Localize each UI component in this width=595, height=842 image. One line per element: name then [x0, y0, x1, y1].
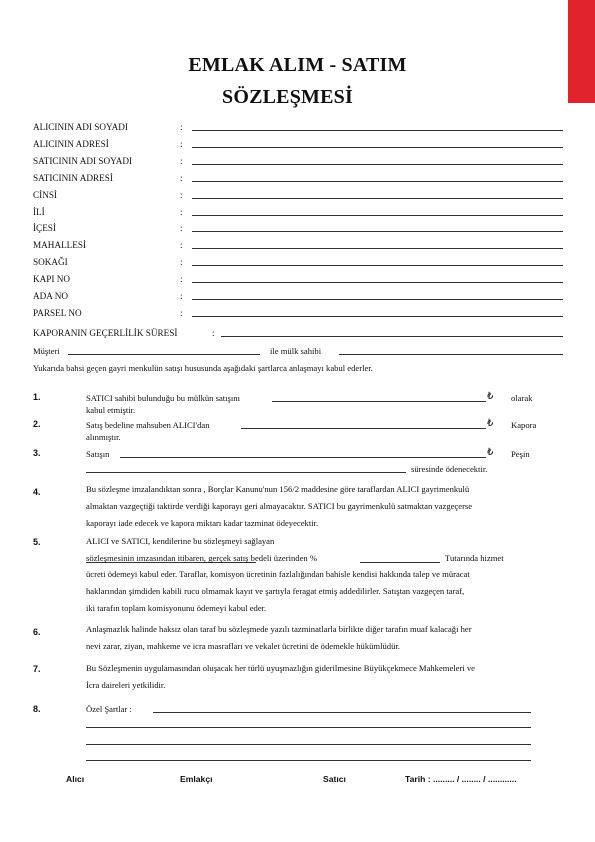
clause-4-paragraph [86, 481, 546, 533]
field-row [33, 238, 573, 252]
clause-5-line2: sözleşmesinin imzasından itibaren, gerçek satış bedeli üzerinden % [86, 553, 317, 563]
field-colon: : [180, 223, 183, 234]
owner-label: ile mülk sahibi [270, 346, 322, 356]
document-title-line1: EMLAK ALIM - SATIM [188, 54, 407, 76]
field-input-line[interactable] [192, 316, 563, 317]
field-label: SATICININ ADI SOYADI [33, 155, 133, 166]
paragraph-line: Bu Sözleşmenin uygulamasından oluşacak her türlü uyuşmazlığın giderilmesine Büyükçekmece Mahkemeleri ve [86, 663, 476, 673]
field-input-line[interactable] [192, 231, 563, 232]
field-input-line[interactable] [192, 248, 563, 249]
field-label: PARSEL NO [33, 307, 82, 318]
field-colon: : [180, 307, 183, 318]
clause-2-currency: ₺ [487, 418, 494, 429]
signature-buyer: Alıcı [66, 774, 85, 784]
clause-4-number: 4. [33, 487, 41, 497]
clause-2-suffix: Kapora [511, 420, 537, 430]
field-row [33, 137, 573, 151]
special-terms-line-2[interactable] [86, 727, 531, 728]
field-input-line[interactable] [192, 147, 563, 148]
clause-1-number: 1. [33, 392, 41, 402]
field-label: İLİ [33, 206, 45, 217]
clause-1-continuation: kabul etmiştir. [86, 405, 136, 415]
field-colon: : [212, 327, 215, 338]
signature-seller: Satıcı [323, 774, 346, 784]
field-row [33, 188, 573, 202]
field-label: İÇESİ [33, 223, 56, 234]
field-colon: : [180, 206, 183, 217]
field-row [33, 289, 573, 303]
field-row [33, 272, 573, 286]
clause-1-amount-line[interactable] [272, 401, 486, 402]
clause-1-suffix: olarak [511, 393, 533, 403]
field-input-line[interactable] [192, 299, 563, 300]
field-row [33, 205, 573, 219]
field-colon: : [180, 172, 183, 183]
paragraph-line: Anlaşmazlık halinde haksız olan taraf bu sözleşmede yazılı tazminatlarla birlikte diğer tarafın muaf kalacağı her [86, 624, 472, 634]
field-input-line[interactable] [192, 282, 563, 283]
clause-5-percent-line[interactable] [360, 562, 440, 563]
document-title-line2: SÖZLEŞMESİ [222, 86, 353, 108]
intro-text: Yukarıda bahsi geçen gayri menkulün satışı hususunda aşağıdaki şartlarca anlaşmayı kabul ederler. [33, 363, 373, 373]
special-terms-line-3[interactable] [86, 744, 531, 745]
field-row [33, 255, 573, 269]
paragraph-line: Bu sözleşme imzalandıktan sonra , Borçlar Kanunu'nun 156/2 maddesine göre taraflardan ALICI gayrimenkulü [86, 484, 470, 494]
clause-3-text: Satışın [86, 449, 110, 459]
clause-6-paragraph [86, 621, 546, 655]
clause-5-paragraph [86, 566, 546, 618]
signature-agent: Emlakçı [180, 774, 213, 784]
field-row [33, 171, 573, 185]
special-terms-label: Özel Şartlar : [86, 704, 132, 714]
clause-2-number: 2. [33, 419, 41, 429]
owner-input-line[interactable] [339, 354, 563, 355]
clause-3-continuation: süresinde ödenecektir. [411, 464, 488, 474]
paragraph-line: ücreti ödemeyi kabul eder. Taraflar, komisyon ücretinin fazlalığından bahisle kendisi hakkında talep ve müracat [86, 569, 470, 579]
special-terms-line-1[interactable] [153, 712, 531, 713]
field-row [33, 120, 573, 134]
field-input-line[interactable] [192, 198, 563, 199]
clause-3-term-line[interactable] [86, 472, 406, 473]
field-label: ALICININ ADI SOYADI [33, 122, 128, 132]
clause-5-line1: ALICI ve SATICI, kendilerine bu sözleşmeyi sağlayan [86, 536, 275, 546]
field-row [33, 326, 573, 340]
clause-7-paragraph [86, 660, 546, 694]
field-colon: : [180, 122, 183, 132]
field-label: MAHALLESİ [33, 240, 87, 251]
signature-date: Tarih : ......... / ........ / ............ [405, 774, 517, 784]
clause-5-line2-suffix: Tutarında hizmet [445, 553, 504, 563]
paragraph-line: haklarından şimdiden kabili rucu olmamak kayıt ve şartıyla feragat etmiş addedilirler. Satıştan vazgeçen taraf, [86, 586, 465, 597]
field-label: SOKAĞI [33, 257, 68, 268]
clause-6-number: 6. [33, 627, 41, 637]
field-row [33, 306, 573, 320]
field-label: SATICININ ADRESİ [33, 172, 113, 183]
field-colon: : [180, 274, 183, 285]
field-colon: : [180, 257, 183, 268]
clause-1-text: SATICI sahibi bulunduğu bu mülkün satışını [86, 393, 240, 403]
field-colon: : [180, 189, 183, 200]
clause-2-continuation: alınmıştır. [86, 432, 121, 442]
paragraph-line: almaktan vazgeçtiği taktirde verdiği kaporayı geri almayacaktır. SATICI bu gayrimenkulü satmaktan vazgeçerse [86, 501, 473, 512]
field-colon: : [180, 155, 183, 166]
paragraph-line: iki tarafın toplam komisyonunu ödemeyi kabul eder. [86, 603, 267, 614]
field-input-line[interactable] [192, 181, 563, 182]
clause-3-number: 3. [33, 448, 41, 458]
clause-2-text: Satış bedeline mahsuben ALICI'dan [86, 420, 210, 430]
customer-label: Müşteri [33, 346, 60, 356]
paragraph-line: İcra daireleri yetkilidir. [86, 680, 166, 691]
field-input-line[interactable] [192, 130, 563, 131]
clause-1-currency: ₺ [487, 391, 494, 402]
field-input-line[interactable] [192, 215, 563, 216]
field-colon: : [180, 291, 183, 301]
paragraph-line: kaporayı iade edecek ve kapora miktarı kadar tazminat ödeyecektir. [86, 518, 319, 529]
field-row [33, 154, 573, 168]
field-label: ADA NO [33, 291, 68, 301]
clause-3-suffix: Peşin [511, 449, 530, 459]
field-label: KAPI NO [33, 274, 71, 285]
field-label: KAPORANIN GEÇERLİLİK SÜRESİ [33, 327, 178, 338]
clause-7-number: 7. [33, 664, 41, 674]
field-colon: : [180, 138, 183, 149]
customer-input-line[interactable] [68, 354, 260, 355]
field-label: CİNSİ [33, 189, 57, 200]
field-input-line[interactable] [192, 164, 563, 165]
field-colon: : [180, 240, 183, 251]
field-input-line[interactable] [221, 336, 563, 337]
clause-5-number: 5. [33, 537, 41, 547]
field-input-line[interactable] [192, 265, 563, 266]
special-terms-line-4[interactable] [86, 760, 531, 761]
clause-3-currency: ₺ [487, 447, 494, 458]
clause-2-amount-line[interactable] [241, 428, 486, 429]
field-label: ALICININ ADRESİ [33, 138, 109, 149]
field-row [33, 221, 573, 235]
clause-8-number: 8. [33, 704, 41, 714]
paragraph-line: nevi zarar, ziyan, mahkeme ve icra masrafları ve vekalet ücretini de ödemekle hükümlüdür. [86, 641, 400, 652]
clause-3-amount-line[interactable] [120, 457, 486, 458]
